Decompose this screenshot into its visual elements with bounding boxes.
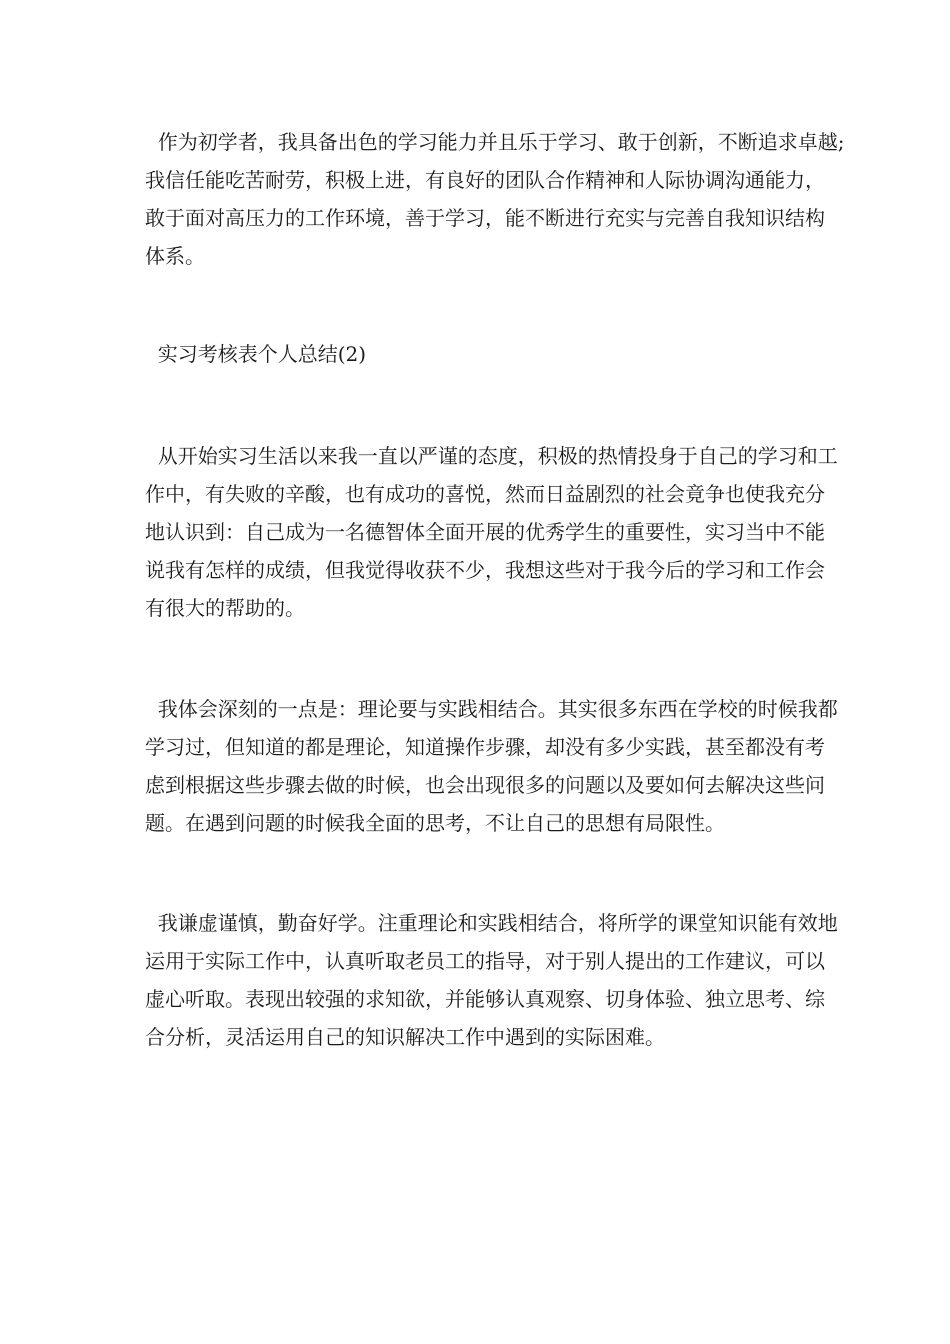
paragraph-line: 我信任能吃苦耐劳，积极上进，有良好的团队合作精神和人际协调沟通能力，	[145, 168, 825, 192]
paragraph-line: 作中，有失败的辛酸，也有成功的喜悦，然而日益剧烈的社会竟争也使我充分	[145, 482, 825, 506]
paragraph-line: 运用于实际工作中，认真听取老员工的指导，对于别人提出的工作建议，可以	[145, 949, 825, 973]
paragraph-line: 有很大的帮助的。	[145, 596, 305, 620]
paragraph-line: 地认识到：自己成为一名德智体全面开展的优秀学生的重要性，实习当中不能	[145, 520, 825, 544]
summary-paragraph-3	[145, 904, 838, 1056]
paragraph-line: 作为初学者，我具备出色的学习能力并且乐于学习、敢于创新，不断追求卓越;	[145, 130, 845, 154]
paragraph-line: 我谦虚谨慎，勤奋好学。注重理论和实践相结合，将所学的课堂知识能有效地	[145, 911, 838, 935]
paragraph-line: 敢于面对高压力的工作环境，善于学习，能不断进行充实与完善自我知识结构	[145, 206, 825, 230]
paragraph-line: 体系。	[145, 244, 205, 268]
summary-paragraph-2	[145, 690, 838, 842]
paragraph-line: 我体会深刻的一点是：理论要与实践相结合。其实很多东西在学校的时候我都	[145, 697, 838, 721]
paragraph-line: 合分析，灵活运用自己的知识解决工作中遇到的实际困难。	[145, 1025, 665, 1049]
section-heading: 实习考核表个人总结(2)	[145, 342, 367, 366]
paragraph-line: 说我有怎样的成绩，但我觉得收获不少，我想这些对于我今后的学习和工作会	[145, 558, 825, 582]
paragraph-line: 从开始实习生活以来我一直以严谨的态度，积极的热情投身于自己的学习和工	[145, 444, 838, 468]
summary-paragraph-1	[145, 437, 838, 627]
paragraph-line: 题。在遇到问题的时候我全面的思考，不让自己的思想有局限性。	[145, 811, 725, 835]
intro-paragraph	[145, 123, 845, 275]
paragraph-line: 虑到根据这些步骤去做的时候，也会出现很多的问题以及要如何去解决这些问	[145, 773, 825, 797]
paragraph-line: 虚心听取。表现出较强的求知欲，并能够认真观察、切身体验、独立思考、综	[145, 987, 825, 1011]
paragraph-line: 学习过，但知道的都是理论，知道操作步骤，却没有多少实践，甚至都没有考	[145, 735, 825, 759]
